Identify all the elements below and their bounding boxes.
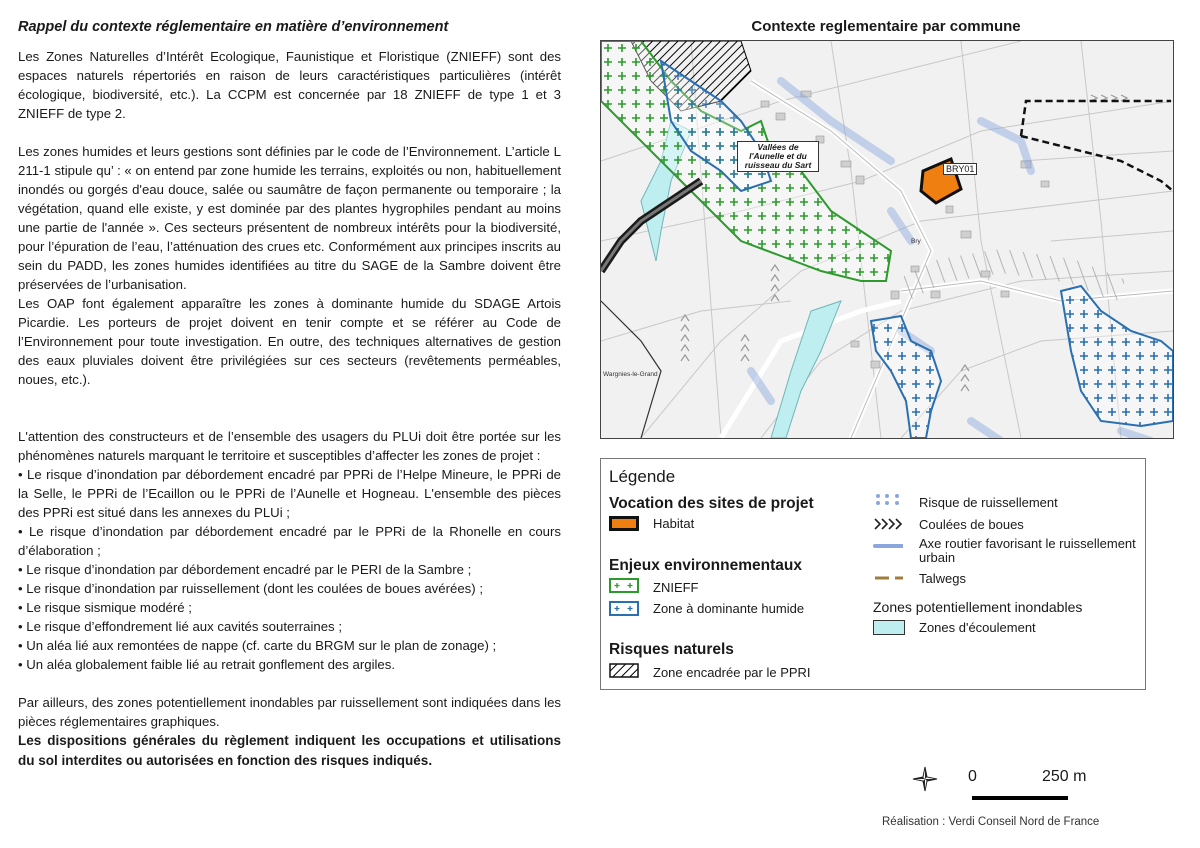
znieff-map-label: Vallées de l'Aunelle et du ruisseau du Sart bbox=[744, 142, 812, 170]
risks-intro-paragraph: L'attention des constructeurs et de l’ensemble des usagers du PLUi doit être portée sur les phénomènes naturels marquant le territoire et susceptibles d’affecter les zones de projet : bbox=[18, 429, 561, 463]
risk-bullet: • Le risque d’inondation par débordement encadré par le PPRi de la Rhonelle en cours d’élaboration ; bbox=[18, 524, 561, 558]
legend-section-risks: Risques naturels bbox=[609, 641, 734, 658]
risk-bullet: • Le risque sismique modéré ; bbox=[18, 600, 192, 615]
section-heading: Rappel du contexte réglementaire en matière d’environnement bbox=[18, 19, 449, 35]
legend-runoff: Risque de ruissellement bbox=[919, 495, 1058, 510]
road-axis-icon bbox=[873, 539, 903, 554]
legend-title: Légende bbox=[609, 467, 676, 486]
flood-zones-paragraph: Par ailleurs, des zones potentiellement inondables par ruissellement sont indiquées dans les pièces réglementaires graphiques. bbox=[18, 695, 561, 729]
runoff-icon bbox=[873, 493, 903, 508]
legend-habitat: Habitat bbox=[653, 516, 695, 531]
habitat-swatch bbox=[609, 516, 639, 531]
znieff-swatch bbox=[609, 578, 639, 593]
map-legend bbox=[600, 458, 1146, 690]
north-arrow-icon bbox=[912, 766, 938, 792]
credit-line: Réalisation : Verdi Conseil Nord de France bbox=[882, 816, 1100, 828]
map-title: Contexte reglementaire par commune bbox=[751, 18, 1021, 35]
place-label-bry: Bry bbox=[911, 238, 921, 245]
legend-road-axis-line1: Axe routier favorisant le ruissellement bbox=[919, 536, 1136, 551]
legend-mudflow: Coulées de boues bbox=[919, 517, 1024, 532]
scale-zero: 0 bbox=[968, 768, 977, 785]
legend-section-env: Enjeux environnementaux bbox=[609, 557, 802, 574]
risk-bullet: • Le risque d’inondation par débordement encadré par PPRi de l’Helpe Mineure, le PPRi de la Selle, le PPRi de l’Ecaillon ou le PPRi de l’Aunelle et Hogneau. L'ensemble des pièces des PPRi est situé dans les annexes du PLUi ; bbox=[18, 467, 561, 520]
risk-bullet: • Un aléa lié aux remontées de nappe (cf. carte du BRGM sur le plan de zonage) ; bbox=[18, 638, 497, 653]
risk-bullet: • Le risque d’effondrement lié aux cavités souterraines ; bbox=[18, 619, 342, 634]
legend-flow-zones: Zones d'écoulement bbox=[919, 620, 1036, 635]
legend-section-flood: Zones potentiellement inondables bbox=[873, 599, 1083, 615]
mudflow-icon bbox=[873, 517, 903, 532]
talweg-icon bbox=[873, 571, 903, 586]
scale-bar bbox=[968, 768, 1108, 808]
scale-bar-line bbox=[972, 796, 1068, 800]
risk-bullet: • Le risque d’inondation par débordement encadré par le PERI de la Sambre ; bbox=[18, 562, 472, 577]
site-label-box bbox=[943, 163, 977, 175]
flow-zones-swatch bbox=[873, 620, 905, 635]
risk-bullet: • Un aléa globalement faible lié au retrait gonflement des argiles. bbox=[18, 657, 396, 672]
oap-paragraph: Les OAP font également apparaître les zones à dominante humide du SDAGE Artois Picardie. Les porteurs de projet doivent en tenir compte et se référer au Code de l’Environnement pour toute investigation. En outre, des techniques alternatives de gestion des eaux pluviales doivent être privilégiées sur ces secteurs (revêtements perméables, noues, etc.). bbox=[18, 296, 561, 387]
scale-distance: 250 m bbox=[1042, 768, 1087, 785]
risk-bullet: • Le risque d’inondation par ruissellement (dont les coulées de boues avérées) ; bbox=[18, 581, 483, 596]
legend-znieff: ZNIEFF bbox=[653, 580, 699, 595]
znieff-paragraph: Les Zones Naturelles d’Intérêt Ecologique, Faunistique et Floristique (ZNIEFF) sont des espaces naturels répertoriés en raison de leurs caractéristiques particulières (intérêt écologique, biodiversité, etc.). La CCPM est concernée par 18 ZNIEFF de type 1 et 3 ZNIEFF de type 2. bbox=[18, 49, 561, 121]
legend-ppri: Zone encadrée par le PPRI bbox=[653, 665, 811, 680]
wetlands-paragraph: Les zones humides et leurs gestions sont définies par le code de l’Environnement. L’article L 211-1 stipule qu’ : « on entend par zone humide les terrains, exploités ou non, habituellement inondés ou gorgés d'eau douce, salée ou saumâtre de façon permanente ou temporaire ; la végétation, quand elle existe, y est dominée par des plantes hygrophiles pendant au moins une partie de l'année ». Ces secteurs présentent de nombreux intérêts pour la biodiversité, pour l’épuration de l’eau, l’atténuation des crues etc. Conformément aux principes inscrits au sein du PADD, les zones humides identifiées au titre du SAGE de la Sambre doivent être préservées de l’urbanisation. bbox=[18, 144, 561, 292]
context-text-column bbox=[18, 18, 561, 771]
map-canvas bbox=[601, 41, 1173, 438]
legend-road-axis bbox=[919, 537, 1136, 565]
site-map-label: BRY01 bbox=[946, 164, 975, 174]
place-label-wargnies: Wargnies-le-Grand bbox=[603, 371, 658, 378]
regulation-note: Les dispositions générales du règlement indiquent les occupations et utilisations du sol interdites ou autorisées en fonction des risques indiqués. bbox=[18, 733, 561, 768]
znieff-label-box bbox=[737, 141, 819, 172]
legend-section-projects: Vocation des sites de projet bbox=[609, 495, 814, 512]
ppri-swatch bbox=[609, 663, 639, 678]
legend-talwegs: Talwegs bbox=[919, 571, 966, 586]
map-panel[interactable] bbox=[600, 40, 1174, 439]
legend-road-axis-line2: urbain bbox=[919, 550, 956, 565]
legend-humid: Zone à dominante humide bbox=[653, 601, 805, 616]
humid-swatch bbox=[609, 601, 639, 616]
